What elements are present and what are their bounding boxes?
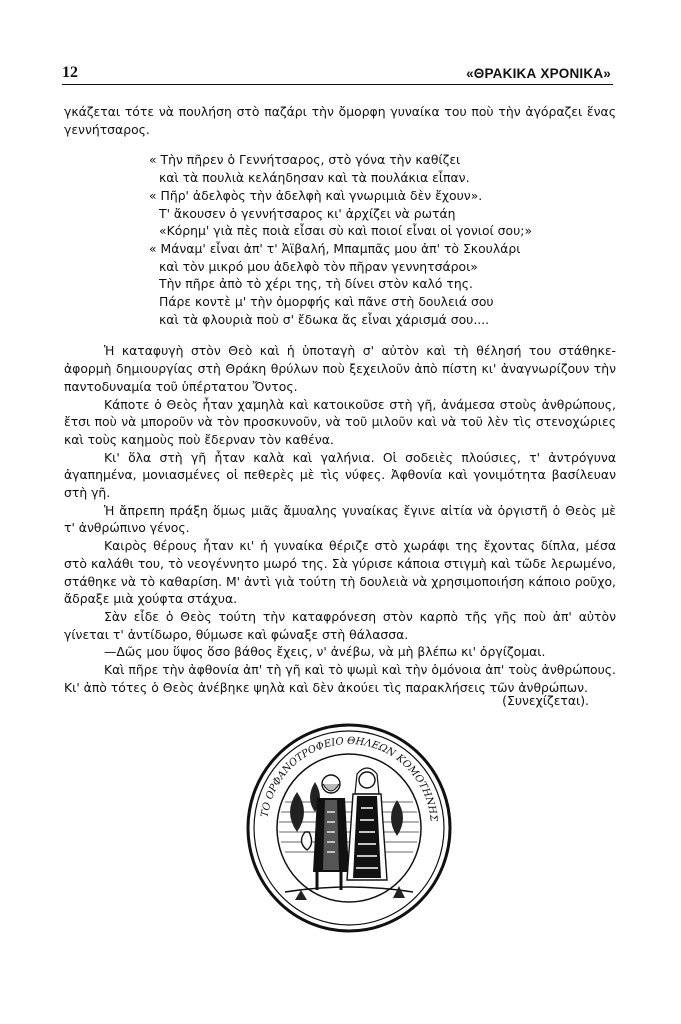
page-number: 12	[62, 64, 78, 81]
paragraph: Κάποτε ὁ Θεὸς ἦταν χαμηλὰ καὶ κατοικοῦσε στὴ γῆ, ἀνάμεσα στοὺς ἀνθρώπους, ἔτσι ποὺ νὰ μποροῦν νὰ τὸν προσκυνοῦν, νὰ τοῦ μιλοῦν καὶ νὰ τοῦ λὲν τὶς στενοχώριες καὶ τοὺς καημοὺς ποὺ ἔδερναν τὸν καθένα.	[64, 396, 616, 447]
poem-line: καὶ τὸν μικρό μου ἀδελφὸ τὸν πῆραν γεννητσάροι»	[159, 258, 478, 274]
poem-line: Τ' ἄκουσεν ὁ γεννήτσαρος κι' ἀρχίζει νὰ ρωτάη	[159, 205, 456, 221]
paragraph: Ἡ καταφυγὴ στὸν Θεὸ καὶ ἡ ὑποταγὴ σ' αὐτὸν καὶ τὴ θέλησή του στάθηκε-ἀφορμὴ δημιουργίας στὴ Θράκη θρύλων ποὺ ξεχειλοῦν ἀπὸ πίστη κι' ἀναγνωρίζουν τὴν παντοδυναμία τοῦ ὑπέρτατου Ὄντος.	[64, 343, 616, 394]
poem-line: καὶ τὰ φλουριὰ ποὺ σ' ἔδωκα ἄς εἶναι χάρισμά σου....	[159, 311, 490, 327]
paragraph: —Δῶς μου ὕψος ὅσο βάθος ἔχεις, ν' ἀνέβω, νὰ μὴ βλέπω κι' ὀργίζομαι.	[104, 644, 546, 660]
poem-line: Πάρε κοντὲ μ' τὴν ὀμορφής καὶ πᾶνε στὴ δουλειά σου	[159, 294, 494, 310]
paragraph: Κι' ὅλα στὴ γῆ ἦταν καλὰ καὶ γαλήνια. Οἱ σοδειὲς πλούσιες, τ' ἀντρόγυνα ἀγαπημένα, μονιασμένες οἱ πεθερὲς μὲ τὶς νύφες. Ἀφθονία καὶ γονιμότητα βασίλευαν στὴ γῆ.	[64, 449, 616, 501]
running-title: «ΘΡΑΚΙΚΑ ΧΡΟΝΙΚΑ»	[466, 66, 611, 81]
paragraph: Καὶ πῆρε τὴν ἀφθονία ἀπ' τὴ γῆ καὶ τὸ ψωμὶ καὶ τὴν ὁμόνοια ἀπ' τοὺς ἀνθρώπους. Κι' ἀπὸ τότες ὁ Θεὸς ἀνέβηκε ψηλὰ καὶ δὲν ἀκούει τὶς παρακλήσεις τῶν ἀνθρώπων.	[64, 662, 616, 695]
folk-song	[149, 151, 616, 328]
paragraph: Καιρὸς θέρους ἦταν κι' ἡ γυναίκα θέριζε στὸ χωράφι της ἔχοντας δίπλα, μέσα στὸ καλάθι του, τὸ νεογέννητο μωρό της. Σὰ γύρισε κάποια στιγμὴ καὶ τῶδε λερωμένο, στάθηκε νὰ τὸ καθαρίση. Μ' ἀντὶ γιὰ τούτη τὴ δουλειὰ νὰ χρησιμοποιήση κάποιο ροῦχο, ἄδραξε μιὰ χούφτα στάχυα.	[64, 538, 616, 607]
page-header	[62, 64, 613, 85]
poem-line: « Μάναμ' εἶναι ἀπ' τ' Ἀϊβαλή, Μπαμπᾶς μου ἀπ' τὸ Σκουλάρι	[149, 240, 521, 256]
seal-ring-text: ΤΟ ΟΡΦΑΝΟΤΡΟΦΕΙΟ ΘΗΛΕΩΝ ΚΟΜΟΤΗΝΗΣ	[259, 735, 439, 823]
poem-line: « Πῆρ' ἀδελφὸς τὴν ἀδελφὴ καὶ γνωριμιὰ δὲν ἔχουν».	[149, 187, 483, 203]
poem-line: καὶ τὰ πουλιὰ κελάηδησαν καὶ τὰ πουλάκια εἶπαν.	[159, 170, 470, 186]
poem-line: Τὴν πῆρε ἀπὸ τὸ χέρι της, τὴ δίνει στὸν καλό της.	[159, 276, 473, 292]
continued-note: (Συνεχίζεται).	[502, 693, 589, 708]
paragraph: Ἡ ἄπρεπη πράξη ὅμως μιᾶς ἄμυαλης γυναίκας ἔγινε αἰτία νὰ ὀργιστῆ ὁ Θεὸς μὲ τ' ἀνθρώπινο γένος.	[64, 502, 616, 536]
article-body	[64, 103, 616, 697]
paragraph: Σὰν εἶδε ὁ Θεὸς τούτη τὴν καταφρόνεση στὸν καρπὸ τῆς γῆς ποὺ ἀπ' αὐτὸν γίνεται τ' ἀντίδωρο, θύμωσε καὶ φώναξε στὴ θάλασσα.	[64, 608, 616, 642]
intro-paragraph: γκάζεται τότε νὰ πουλήση στὸ παζάρι τὴν ὄμορφη γυναίκα του ποὺ τὴν ἀγόραζει ἕνας γεννήτσαρος.	[64, 104, 616, 137]
poem-line: «Κόρημ' γιὰ πὲς ποιὰ εἶσαι σὺ καὶ ποιοί εἶναι οἱ γονιοί σου;»	[159, 223, 533, 239]
orphanage-seal	[245, 722, 453, 934]
poem-line: « Τὴν πῆρεν ὁ Γεννήτσαρος, στὸ γόνα τὴν καθίζει	[149, 152, 461, 168]
